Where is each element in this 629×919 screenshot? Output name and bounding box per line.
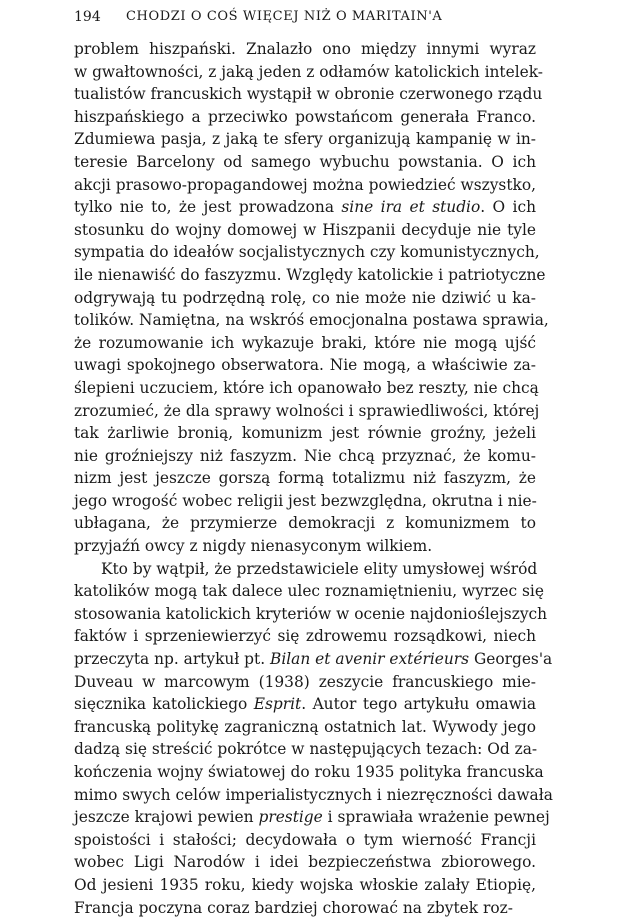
text-line: faktów i sprzeniewierzyć się zdrowemu rozsądkowi, niech <box>74 627 536 646</box>
text-line: przyjaźń owcy z nigdy nienasyconym wilkiem. <box>74 537 433 556</box>
text-line: Duveau w marcowym (1938) zeszycie francuskiego mie- <box>74 672 536 691</box>
text-line: uwagi spokojnego obserwatora. Nie mogą, a właściwie za- <box>74 356 536 375</box>
text-line: zrozumieć, że dla sprawy wolności i sprawiedliwości, której <box>74 401 540 420</box>
text-line: ślepieni uczuciem, które ich opanowało bez reszty, nie chcą <box>74 378 539 397</box>
text-line: ile nienawiść do faszyzmu. Względy katolickie i patriotyczne <box>74 265 546 284</box>
page-number: 194 <box>74 9 101 25</box>
text-line: kończenia wojny światowej do roku 1935 polityka francuska <box>74 763 544 781</box>
text-line: stosowania katolickich kryteriów w ocenie najdonioślejszych <box>74 604 548 623</box>
text-line: jeszcze krajowi pewien prestige i sprawiała wrażenie pewnej <box>74 808 550 827</box>
text-line: w gwałtowności, z jaką jeden z odłamów katolickich intelek- <box>74 62 543 81</box>
text-line: katolików mogą tak dalece ulec roznamiętnieniu, wyrzec się <box>74 582 544 601</box>
text-line: francuską politykę zagraniczną ostatnich lat. Wywody jego <box>74 717 536 736</box>
body-text <box>74 38 553 919</box>
text-line: Francja poczyna coraz bardziej chorować na zbytek roz- <box>74 898 513 917</box>
text-line: problem hiszpański. Znalazło ono między innymi wyraz <box>74 40 536 58</box>
text-line: mimo swych celów imperialistycznych i niezręczności dawała <box>74 785 553 804</box>
text-line: tak żarliwie bronią, komunizm jest równie groźny, jeżeli <box>74 424 536 443</box>
text-line: tylko nie to, że jest prowadzona sine ira et studio. O ich <box>74 198 536 217</box>
text-line: spoistości i stałości; decydowała o tym wierność Francji <box>74 830 536 849</box>
text-line: sympatia do ideałów socjalistycznych czy komunistycznych, <box>74 243 540 262</box>
text-line: dadzą się streścić pokrótce w następujących tezach: Od za- <box>74 740 538 759</box>
text-line: ubłagana, że przymierze demokracji z komunizmem to <box>74 514 536 533</box>
text-line: stosunku do wojny domowej w Hiszpanii decyduje nie tyle <box>74 220 536 239</box>
text-line: tualistów francuskich wystąpił w obronie czerwonego rządu <box>74 85 543 104</box>
text-line: że rozumowanie ich wykazuje braki, które nie mogą ujść <box>74 333 536 352</box>
running-head <box>74 7 544 27</box>
text-line: nizm jest jeszcze gorszą formą totalizmu niż faszyzm, że <box>74 469 536 488</box>
text-line: hiszpańskiego a przeciwko powstańcom generała Franco. <box>74 107 536 126</box>
text-line: tolików. Namiętna, na wskróś emocjonalna postawa sprawia, <box>74 311 549 330</box>
text-line: teresie Barcelony od samego wybuchu powstania. O ich <box>74 152 536 171</box>
text-line: Kto by wątpił, że przedstawiciele elity umysłowej wśród <box>101 559 538 578</box>
text-line: Zdumiewa pasja, z jaką te sfery organizują kampanię w in- <box>74 130 536 149</box>
text-line: akcji prasowo-propagandowej można powiedzieć wszystko, <box>74 175 536 194</box>
text-line: sięcznika katolickiego Esprit. Autor tego artykułu omawia <box>74 695 536 714</box>
text-line: jego wrogość wobec religii jest bezwzględna, okrutna i nie- <box>74 491 537 510</box>
text-line: wobec Ligi Narodów i idei bezpieczeństwa zbiorowego. <box>74 853 536 872</box>
running-title: CHODZI O COŚ WIĘCEJ NIŻ O MARITAIN'A <box>126 9 443 24</box>
text-line: nie groźniejszy niż faszyzm. Nie chcą przyznać, że komu- <box>74 446 536 465</box>
text-line: Od jesieni 1935 roku, kiedy wojska włoskie zalały Etiopię, <box>74 875 536 894</box>
text-line: przeczyta np. artykuł pt. Bilan et avenir extérieurs Georges'a <box>74 650 553 669</box>
text-line: odgrywają tu podrzędną rolę, co nie może nie dziwić u ka- <box>74 288 536 307</box>
